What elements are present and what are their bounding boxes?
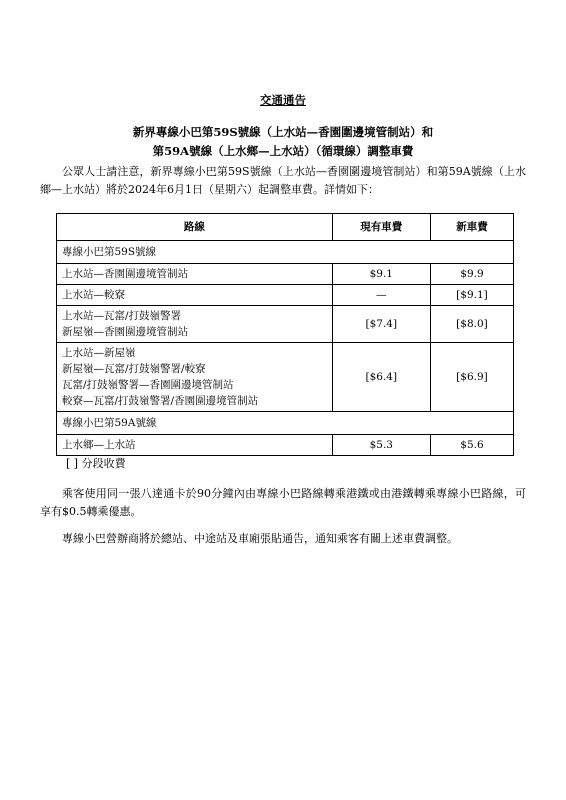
header-route: 路線 — [57, 214, 333, 241]
new-fare-cell: $9.9 — [430, 264, 513, 285]
route-line: 上水鄉—上水站 — [62, 439, 136, 451]
new-fare-cell: [$9.1] — [430, 285, 513, 306]
route-cell — [57, 343, 333, 412]
table-row — [57, 264, 514, 285]
route-line: 上水站—瓦窰/打鼓嶺警署 — [62, 310, 182, 322]
fare-table — [56, 213, 514, 456]
group-name: 專線小巴第59A號線 — [57, 412, 514, 435]
header-current-fare: 現有車費 — [332, 214, 430, 241]
notice-title: 交通通告 — [260, 93, 306, 107]
route-cell — [57, 435, 333, 456]
current-fare-cell: $9.1 — [332, 264, 430, 285]
notice-subtitle-line2: 第59A號線（上水鄉—上水站）（循環線）調整車費 — [152, 144, 414, 158]
new-fare-cell: [$6.9] — [430, 343, 513, 412]
route-line: 新屋嶺—瓦窰/打鼓嶺警署/較寮 — [62, 363, 206, 375]
route-line: 上水站—較寮 — [62, 289, 125, 301]
route-cell — [57, 285, 333, 306]
current-fare-cell: [$7.4] — [332, 306, 430, 343]
route-line: 較寮—瓦窰/打鼓嶺警署/香園圍邊境管制站 — [62, 395, 259, 407]
route-line: 上水站—香園圍邊境管制站 — [62, 268, 188, 280]
closing-paragraph: 專線小巴營辦商將於總站、中途站及車廂張貼通告，通知乘客有關上述車費調整。 — [62, 532, 458, 545]
intro-paragraph: 公眾人士請注意，新界專線小巴第59S號線（上水站—香園圍邊境管制站）和第59A號線（上水鄉—上水站）將於2024年6月1日（星期六）起調整車費。詳情如下： — [40, 165, 526, 196]
route-line: 新屋嶺—香園圍邊境管制站 — [62, 326, 188, 338]
notice-subtitle-line1: 新界專線小巴第59S號線（上水站—香園圍邊境管制站）和 — [132, 125, 434, 139]
new-fare-cell: $5.6 — [430, 435, 513, 456]
route-cell — [57, 264, 333, 285]
current-fare-cell: [$6.4] — [332, 343, 430, 412]
group-row — [57, 241, 514, 264]
group-row — [57, 412, 514, 435]
fare-table-body — [57, 241, 514, 456]
interchange-paragraph: 乘客使用同一張八達通卡於90分鐘內由專線小巴路線轉乘港鐵或由港鐵轉乘專線小巴路線，可享有$0.5轉乘優惠。 — [40, 487, 526, 518]
route-cell — [57, 306, 333, 343]
sectional-fare-note: [ ] 分段收費 — [66, 457, 126, 470]
table-row — [57, 306, 514, 343]
new-fare-cell: [$8.0] — [430, 306, 513, 343]
route-line: 上水站—新屋嶺 — [62, 347, 136, 359]
group-name: 專線小巴第59S號線 — [57, 241, 514, 264]
table-row — [57, 343, 514, 412]
table-header-row — [57, 214, 514, 241]
current-fare-cell: — — [332, 285, 430, 306]
table-row — [57, 435, 514, 456]
route-line: 瓦窰/打鼓嶺警署—香園圍邊境管制站 — [62, 379, 234, 391]
table-row — [57, 285, 514, 306]
current-fare-cell: $5.3 — [332, 435, 430, 456]
header-new-fare: 新車費 — [430, 214, 513, 241]
